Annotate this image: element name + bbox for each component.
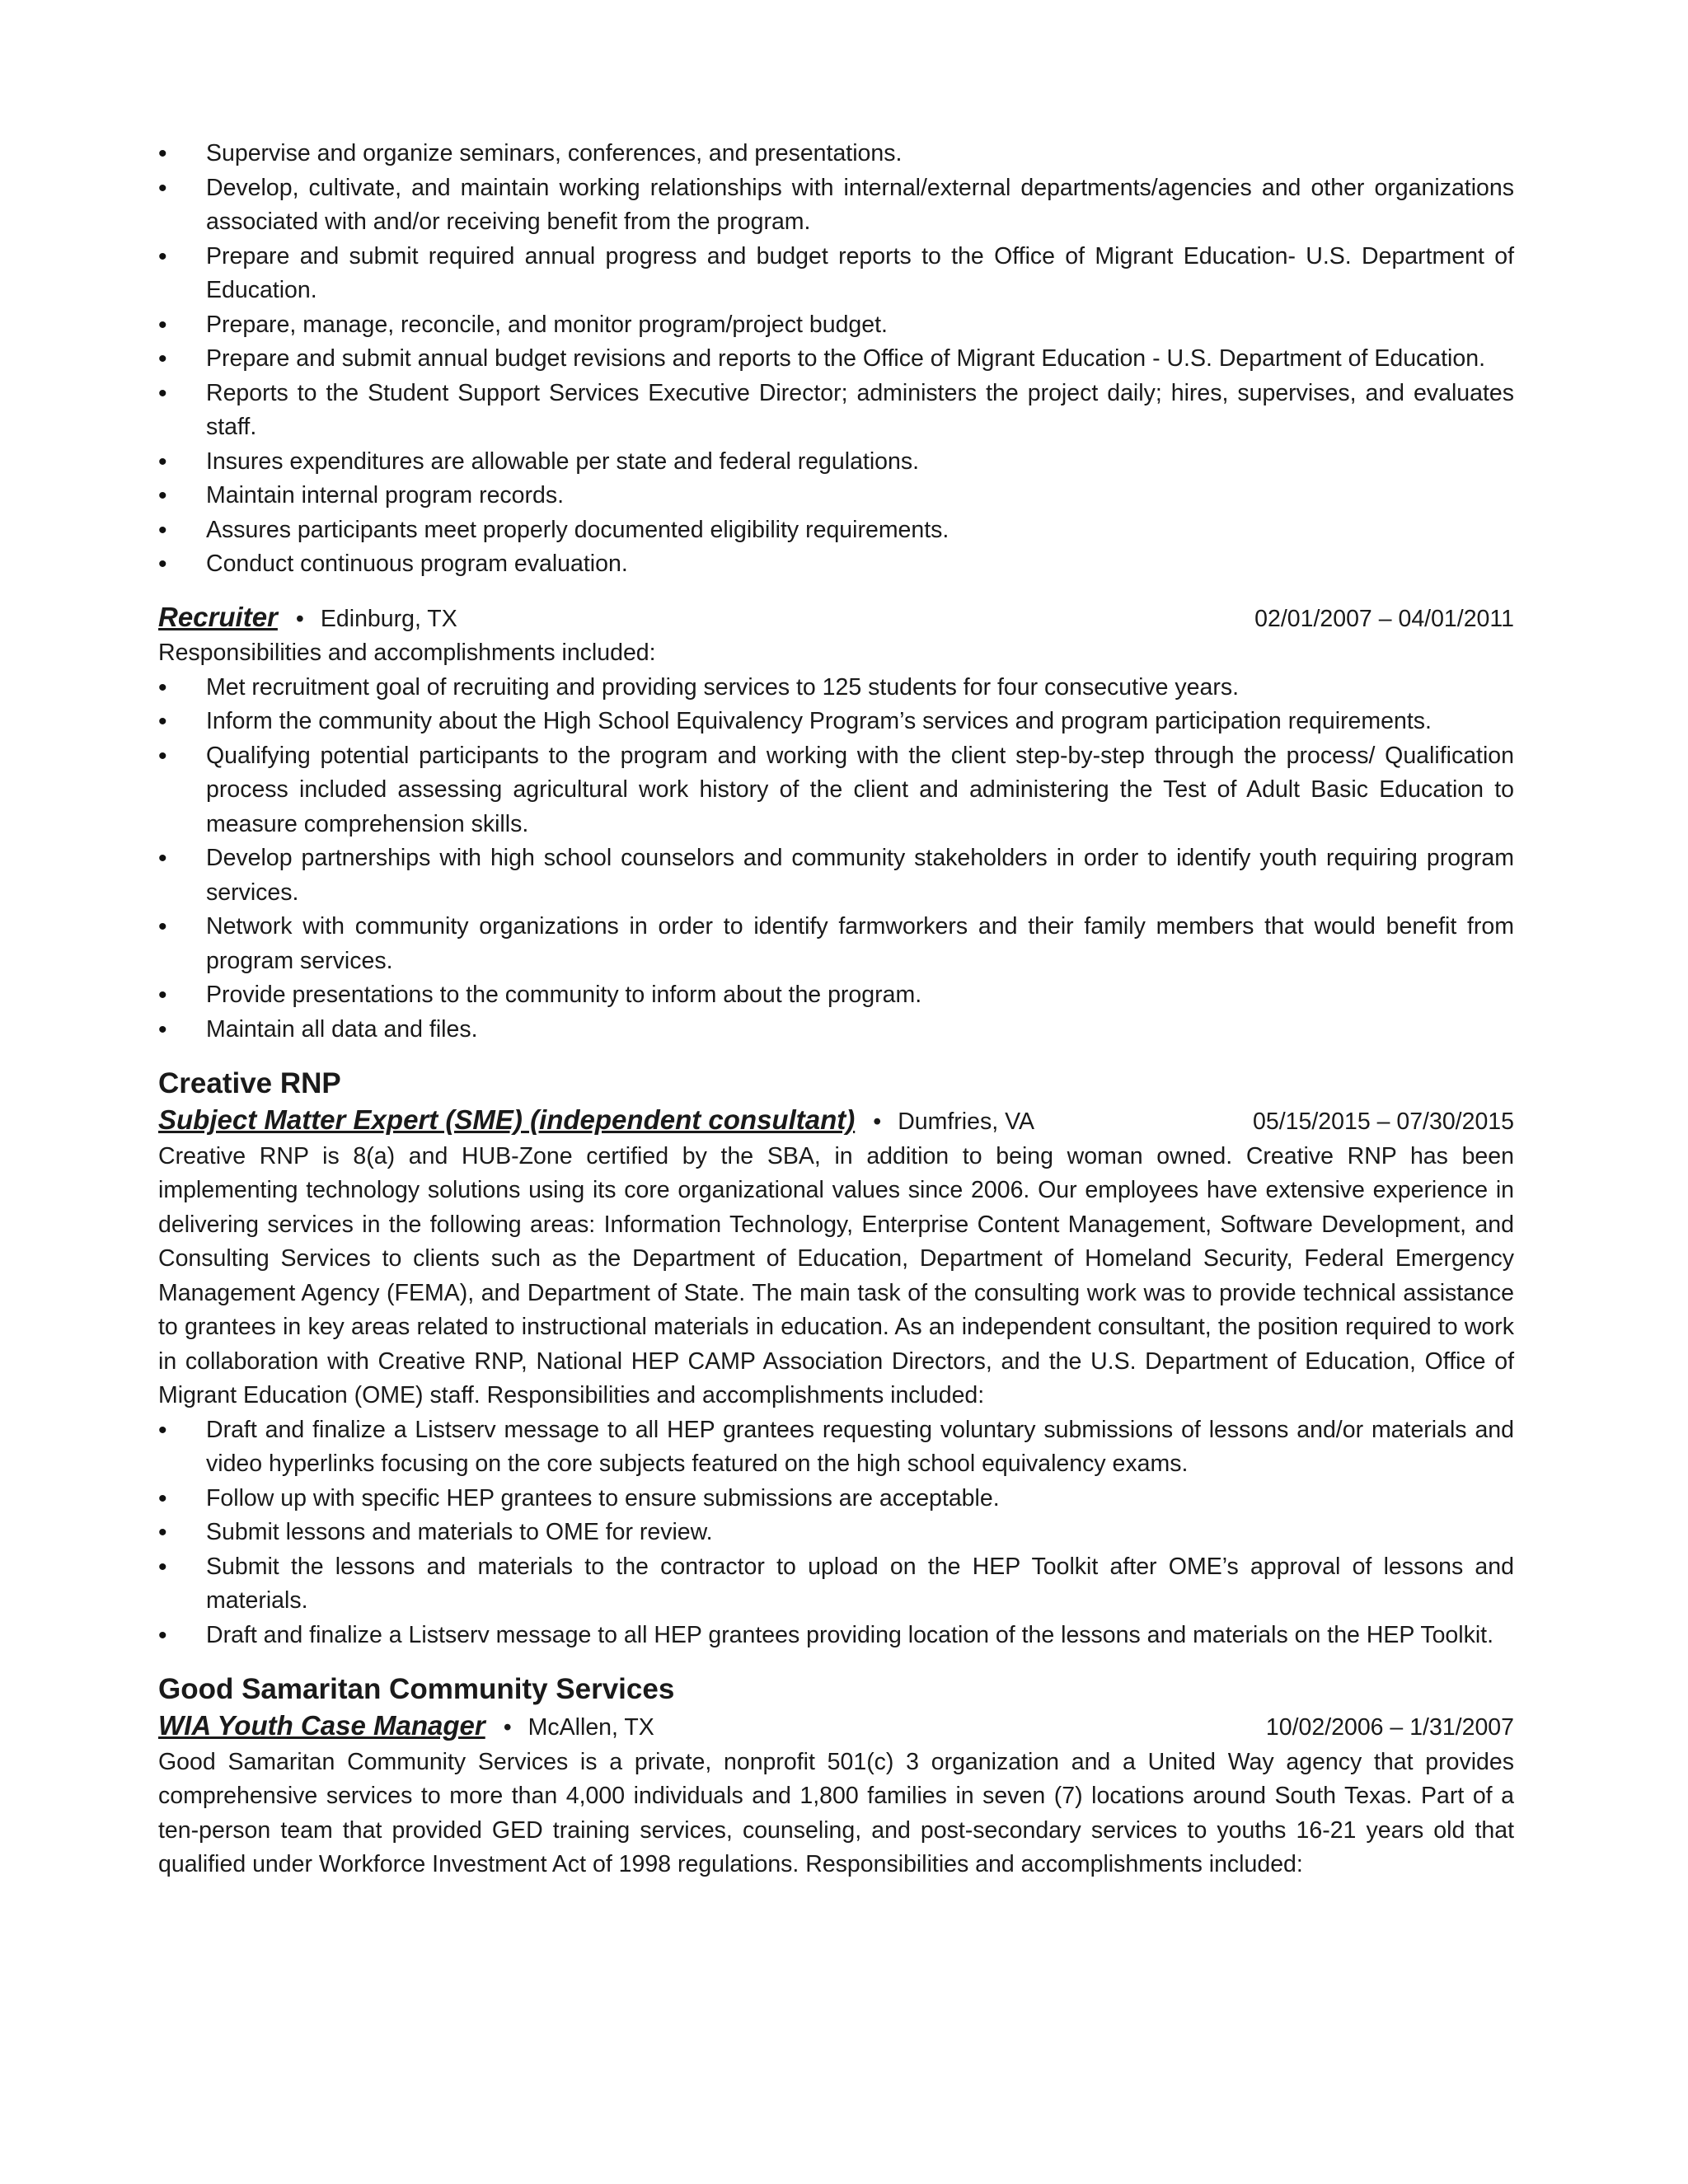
list-item: • Develop, cultivate, and maintain working relationships with internal/external departments/agencies and other organizations associated with and/or receiving benefit from the program. xyxy=(158,171,1514,240)
bullet-separator: • xyxy=(873,1108,882,1135)
organization-name: Creative RNP xyxy=(158,1067,341,1099)
list-item: • Met recruitment goal of recruiting and providing services to 125 students for four consecutive years. xyxy=(158,671,1514,705)
list-item: • Prepare and submit annual budget revisions and reports to the Office of Migrant Education - U.S. Department of Education. xyxy=(158,342,1514,377)
list-item: • Supervise and organize seminars, conferences, and presentations. xyxy=(158,137,1514,171)
job-location: Dumfries, VA xyxy=(898,1108,1034,1135)
recruiter-job-header xyxy=(158,600,1514,637)
job-title: Subject Matter Expert (SME) (independent consultant) xyxy=(158,1104,856,1135)
list-item: • Submit the lessons and materials to the contractor to upload on the HEP Toolkit after OME’s approval of lessons and materials. xyxy=(158,1550,1514,1619)
list-item: • Develop partnerships with high school counselors and community stakeholders in order to identify youth requiring program services. xyxy=(158,841,1514,910)
recruiter-duties-list xyxy=(158,671,1514,1047)
job-location: McAllen, TX xyxy=(528,1714,654,1741)
job-dates: 10/02/2006 – 1/31/2007 xyxy=(1265,1714,1514,1741)
list-item: • Maintain internal program records. xyxy=(158,479,1514,513)
job-title: Recruiter xyxy=(158,601,278,632)
bullet-separator: • xyxy=(295,605,304,632)
job-location: Edinburg, TX xyxy=(320,605,457,632)
sme-duties-list xyxy=(158,1413,1514,1653)
list-item: • Conduct continuous program evaluation. xyxy=(158,547,1514,582)
bullet-separator: • xyxy=(503,1714,512,1741)
list-item: • Follow up with specific HEP grantees to ensure submissions are acceptable. xyxy=(158,1482,1514,1516)
resume-page xyxy=(158,137,1514,1882)
company-description: Good Samaritan Community Services is a private, nonprofit 501(c) 3 organization and a United Way agency that provides comprehensive services to more than 4,000 individuals and 1,800 families in seven (7) locations around South Texas. Part of a ten-person team that provided GED training services, counseling, and post-secondary services to youths 16-21 years old that qualified under Workforce Investment Act of 1998 regulations. Responsibilities and accomplishments included: xyxy=(158,1748,1514,1877)
job-title: WIA Youth Case Manager xyxy=(158,1710,485,1741)
sme-job-header xyxy=(158,1103,1514,1140)
list-item: • Draft and finalize a Listserv message to all HEP grantees providing location of the lessons and materials on the HEP Toolkit. xyxy=(158,1619,1514,1653)
list-item: • Draft and finalize a Listserv message to all HEP grantees requesting voluntary submissions of lessons and/or materials and video hyperlinks focusing on the core subjects featured on the high school equivalency exams. xyxy=(158,1413,1514,1482)
organization-name: Good Samaritan Community Services xyxy=(158,1673,675,1705)
list-item: • Qualifying potential participants to the program and working with the client step-by-step through the process/ Qualification process included assessing agricultural work history of the client and administering the Test of Adult Basic Education to measure comprehension skills. xyxy=(158,739,1514,842)
list-item: • Prepare, manage, reconcile, and monitor program/project budget. xyxy=(158,308,1514,343)
list-item: • Prepare and submit required annual progress and budget reports to the Office of Migrant Education- U.S. Department of Education. xyxy=(158,240,1514,308)
list-item: • Assures participants meet properly documented eligibility requirements. xyxy=(158,513,1514,548)
list-item: • Submit lessons and materials to OME for review. xyxy=(158,1516,1514,1550)
list-item: • Inform the community about the High School Equivalency Program’s services and program participation requirements. xyxy=(158,705,1514,739)
list-item: • Insures expenditures are allowable per state and federal regulations. xyxy=(158,445,1514,480)
responsibilities-intro: Responsibilities and accomplishments included: xyxy=(158,640,656,666)
case-manager-job-header xyxy=(158,1708,1514,1746)
list-item: • Maintain all data and files. xyxy=(158,1013,1514,1047)
program-duties-list xyxy=(158,137,1514,582)
list-item: • Network with community organizations in order to identify farmworkers and their family members that would benefit from program services. xyxy=(158,910,1514,978)
job-dates: 02/01/2007 – 04/01/2011 xyxy=(1254,605,1514,632)
list-item: • Reports to the Student Support Services Executive Director; administers the project daily; hires, supervises, and evaluates staff. xyxy=(158,377,1514,445)
company-description: Creative RNP is 8(a) and HUB-Zone certified by the SBA, in addition to being woman owned. Creative RNP has been implementing technology solutions using its core organizational values since 2006. Our employees have extensive experience in delivering services in the following areas: Information Technology, Enterprise Content Management, Software Development, and Consulting Services to clients such as the Department of Education, Department of Homeland Security, Federal Emergency Management Agency (FEMA), and Department of State. The main task of the consulting work was to provide technical assistance to grantees in key areas related to instructional materials in education. As an independent consultant, the position required to work in collaboration with Creative RNP, National HEP CAMP Association Directors, and the U.S. Department of Education, Office of Migrant Education (OME) staff. Responsibilities and accomplishments included: xyxy=(158,1142,1514,1408)
list-item: • Provide presentations to the community to inform about the program. xyxy=(158,978,1514,1013)
job-dates: 05/15/2015 – 07/30/2015 xyxy=(1253,1108,1514,1135)
